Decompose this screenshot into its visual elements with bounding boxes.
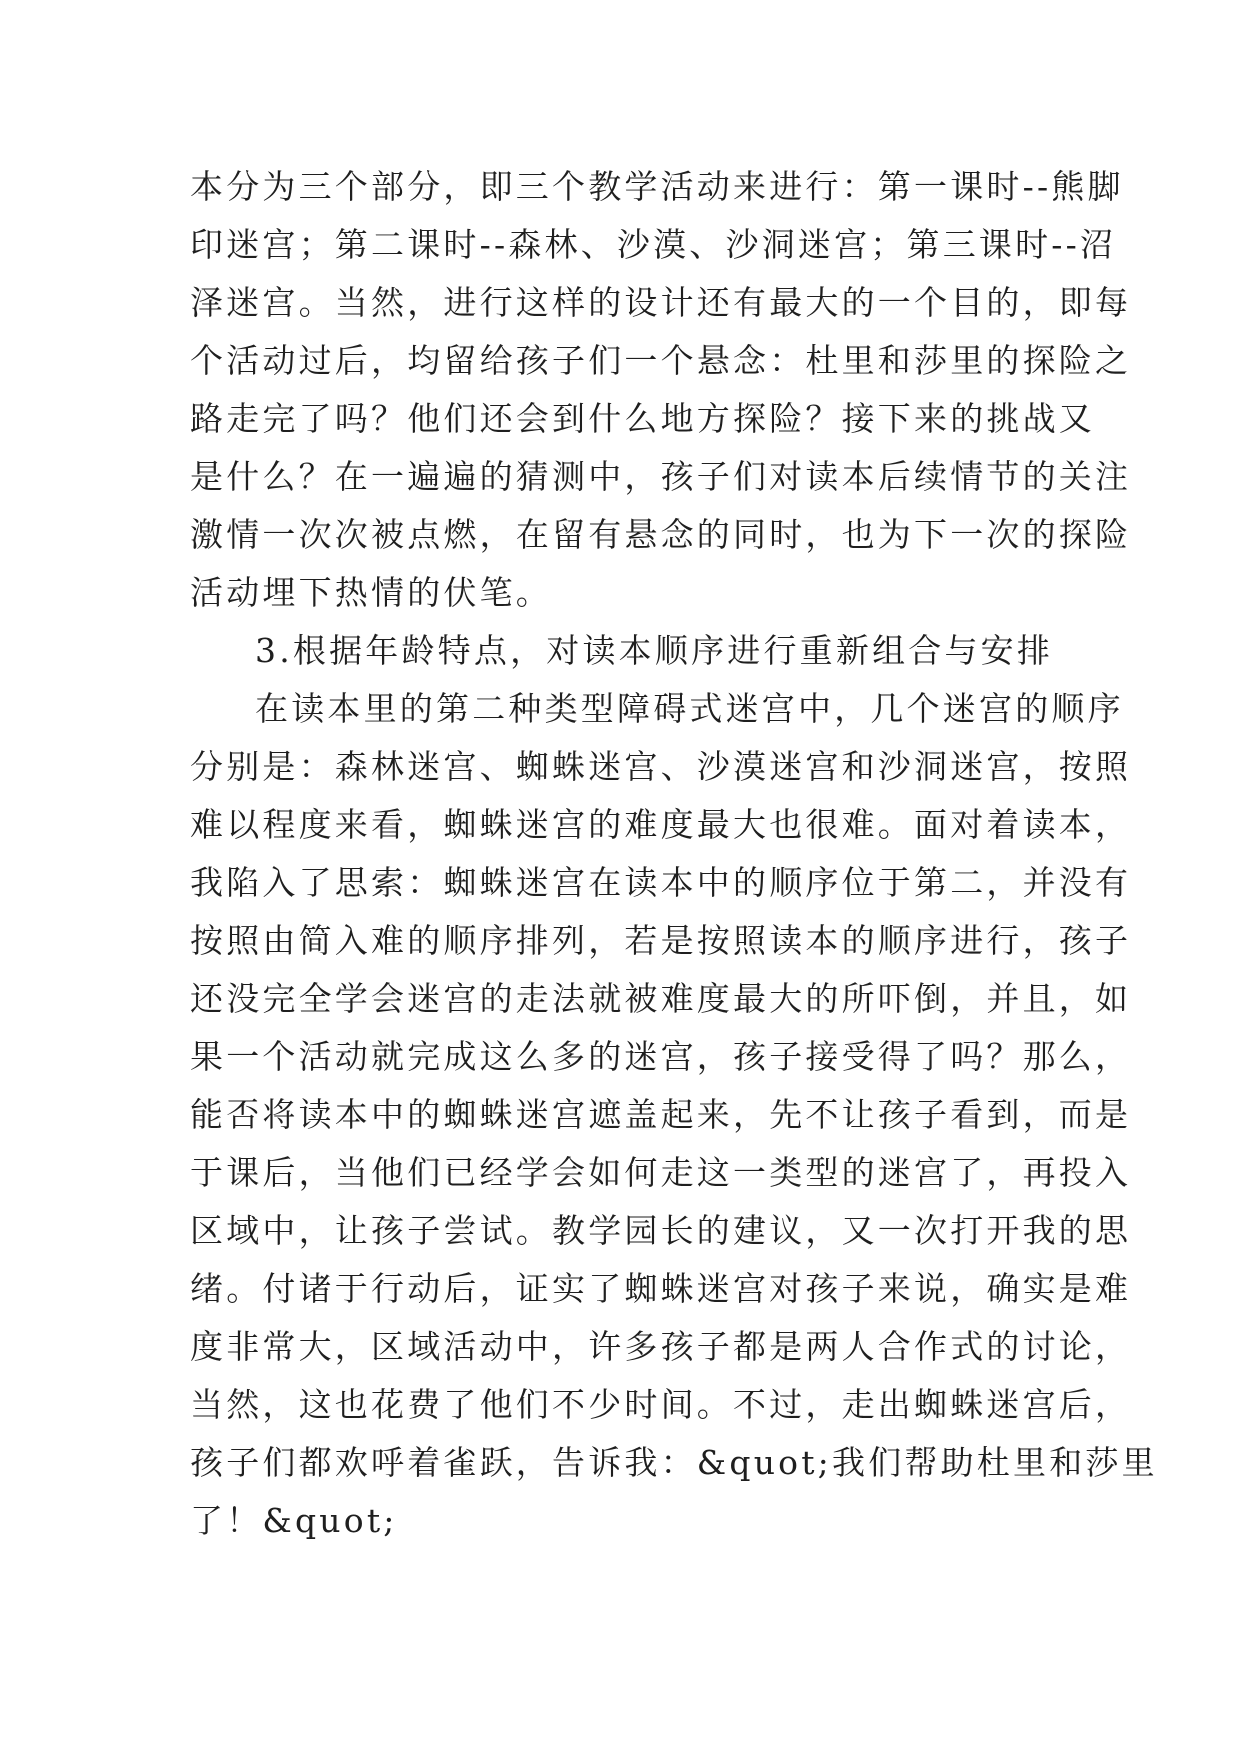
document-body	[190, 158, 1158, 1550]
text-line: 分别是：森林迷宫、蜘蛛迷宫、沙漠迷宫和沙洞迷宫，按照	[190, 747, 1132, 786]
text-line: 度非常大，区域活动中，许多孩子都是两人合作式的讨论，	[190, 1327, 1132, 1366]
text-line: 本分为三个部分，即三个教学活动来进行：第一课时--熊脚	[190, 167, 1124, 206]
text-line: 当然，这也花费了他们不少时间。不过，走出蜘蛛迷宫后，	[190, 1385, 1132, 1424]
text-line: 个活动过后，均留给孩子们一个悬念：杜里和莎里的探险之	[190, 341, 1132, 380]
text-line: 我陷入了思索：蜘蛛迷宫在读本中的顺序位于第二，并没有	[190, 863, 1132, 902]
text-line: 路走完了吗？他们还会到什么地方探险？接下来的挑战又	[190, 399, 1095, 438]
text-line: 印迷宫；第二课时--森林、沙漠、沙洞迷宫；第三课时--沼	[190, 225, 1117, 264]
text-line: 绪。付诸于行动后，证实了蜘蛛迷宫对孩子来说，确实是难	[190, 1269, 1132, 1308]
text-line: 在读本里的第二种类型障碍式迷宫中，几个迷宫的顺序	[255, 689, 1124, 728]
text-line: 难以程度来看，蜘蛛迷宫的难度最大也很难。面对着读本，	[190, 805, 1132, 844]
text-line: 果一个活动就完成这么多的迷宫，孩子接受得了吗？那么，	[190, 1037, 1132, 1076]
text-line: 激情一次次被点燃，在留有悬念的同时，也为下一次的探险	[190, 515, 1132, 554]
text-line: 能否将读本中的蜘蛛迷宫遮盖起来，先不让孩子看到，而是	[190, 1095, 1132, 1134]
text-line: 孩子们都欢呼着雀跃，告诉我：&quot;我们帮助杜里和莎里	[190, 1443, 1158, 1482]
text-line: 于课后，当他们已经学会如何走这一类型的迷宫了，再投入	[190, 1153, 1132, 1192]
text-line: 是什么？在一遍遍的猜测中，孩子们对读本后续情节的关注	[190, 457, 1132, 496]
text-line: 按照由简入难的顺序排列，若是按照读本的顺序进行，孩子	[190, 921, 1132, 960]
continued-paragraph	[190, 158, 1132, 622]
text-line: 泽迷宫。当然，进行这样的设计还有最大的一个目的，即每	[190, 283, 1132, 322]
main-paragraph	[190, 680, 1158, 1550]
text-line: 了！&quot;	[190, 1501, 398, 1540]
text-line: 区域中，让孩子尝试。教学园长的建议，又一次打开我的思	[190, 1211, 1132, 1250]
section-heading: 3.根据年龄特点，对读本顺序进行重新组合与安排	[255, 631, 1054, 670]
text-line: 活动埋下热情的伏笔。	[190, 573, 552, 612]
text-line: 还没完全学会迷宫的走法就被难度最大的所吓倒，并且，如	[190, 979, 1132, 1018]
